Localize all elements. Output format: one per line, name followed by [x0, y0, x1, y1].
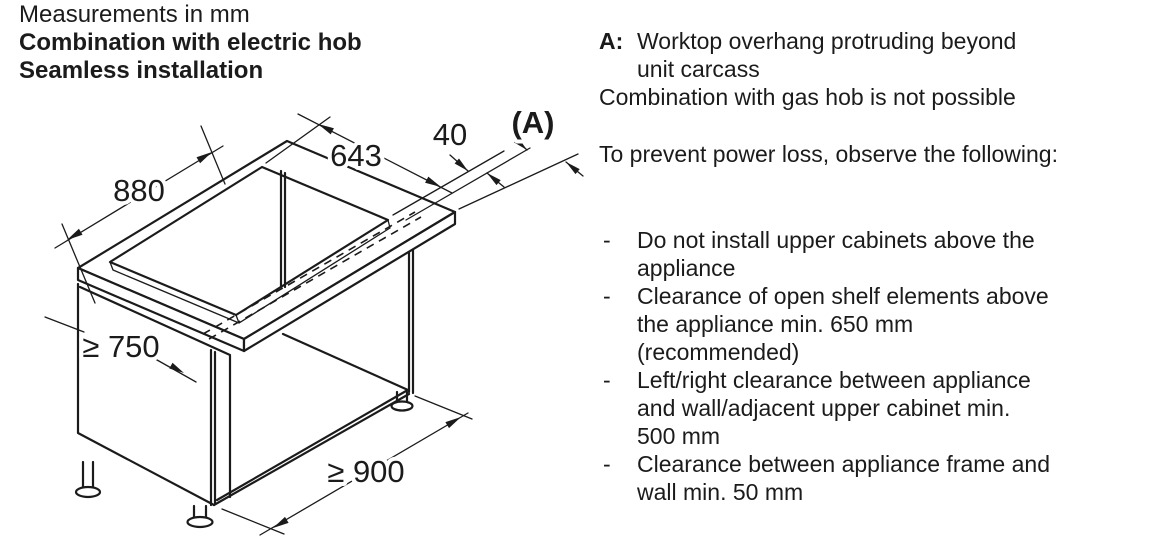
ext-line-carcass-edge — [406, 148, 530, 220]
title-seamless: Seamless installation — [19, 57, 264, 84]
arrowhead — [425, 177, 441, 187]
note-a-text: Worktop overhang protruding beyond unit carcass — [637, 28, 1017, 82]
dim-label-880: 880 — [113, 173, 165, 208]
note-gas: Combination with gas hob is not possible — [599, 84, 1016, 110]
arrowhead — [197, 152, 213, 163]
list-item: Clearance of open shelf elements above the appliance min. 650 mm (recommended) — [637, 283, 1049, 365]
arrowhead — [445, 417, 461, 428]
ext-line-cutout-edge — [393, 151, 504, 215]
ext-line-900-left — [222, 509, 284, 534]
note-power: To prevent power loss, observe the following: — [599, 141, 1058, 167]
measurements-note: Measurements in mm — [19, 1, 250, 28]
dim-label-a: (A) — [511, 105, 555, 140]
cabinet-foot-back-left — [76, 462, 100, 497]
list-item: Do not install upper cabinets above the appliance — [637, 227, 1035, 281]
bullet-marker: - — [603, 367, 611, 393]
arrowhead — [318, 124, 334, 134]
title-combination: Combination with electric hob — [19, 29, 362, 56]
dim-label-750: ≥ 750 — [82, 329, 160, 364]
ext-line-worktop-edge — [459, 154, 578, 209]
note-a-label: A: — [599, 28, 624, 54]
dim-label-900: ≥ 900 — [327, 454, 405, 489]
arrowhead — [273, 517, 289, 528]
dim-label-40: 40 — [432, 117, 468, 152]
list-item: Left/right clearance between appliance and wall/adjacent upper cabinet min. 500 mm — [637, 367, 1031, 449]
arrowhead — [67, 229, 83, 240]
cabinet-interior-edge — [283, 334, 408, 390]
bullet-marker: - — [603, 227, 611, 253]
dim-label-643: 643 — [330, 138, 382, 173]
list-item: Clearance between appliance frame and wall min. 50 mm — [637, 451, 1050, 505]
bullet-marker: - — [603, 451, 611, 477]
cabinet-foot-front — [188, 506, 213, 527]
bullet-marker: - — [603, 283, 611, 309]
